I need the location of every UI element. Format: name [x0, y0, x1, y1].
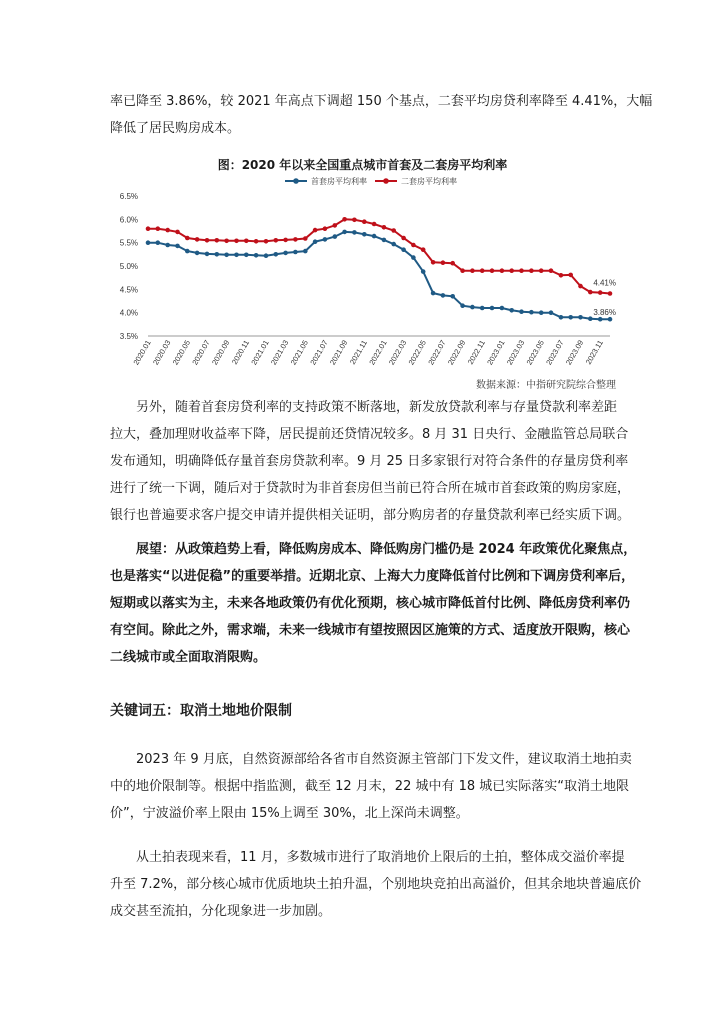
y-tick-label: 6.5% [119, 192, 138, 201]
data-point [234, 239, 239, 244]
data-point [352, 218, 357, 223]
data-point [480, 268, 485, 273]
data-point [283, 238, 288, 243]
x-tick-label: 2020.09 [210, 338, 232, 367]
data-point [490, 306, 495, 311]
data-point [382, 238, 387, 243]
data-point [156, 226, 161, 231]
data-point [175, 230, 180, 235]
legend-swatch-marker [383, 178, 389, 184]
data-point [313, 239, 318, 244]
text-line: 有空间。除此之外，需求端，未来一线城市有望按照因区施策的方式、适度放开限购，核心 [110, 623, 631, 638]
data-point [549, 268, 554, 273]
x-tick-label: 2022.01 [367, 338, 389, 367]
x-tick-label: 2021.11 [347, 338, 369, 367]
data-point [372, 234, 377, 239]
y-tick-label: 5.5% [119, 238, 138, 248]
data-point [165, 228, 170, 233]
series-group [146, 217, 613, 322]
intro-paragraph [110, 88, 653, 142]
data-point [224, 239, 229, 244]
data-point [333, 234, 338, 239]
x-tick-label: 2023.09 [563, 338, 586, 367]
y-tick-label: 4.5% [119, 285, 138, 295]
data-point [342, 217, 347, 222]
chart-legend [285, 176, 457, 186]
x-tick-label: 2022.03 [386, 338, 409, 367]
data-point [313, 228, 318, 233]
data-point [441, 293, 446, 298]
data-point [146, 240, 151, 245]
x-tick-label: 2021.03 [268, 338, 291, 367]
paragraph-outlook [110, 536, 637, 671]
data-point [441, 260, 446, 265]
x-tick-label: 2022.07 [426, 338, 448, 367]
data-point [421, 247, 426, 252]
data-point [608, 291, 613, 296]
data-point [342, 230, 347, 235]
data-point [274, 238, 279, 243]
data-point [264, 239, 269, 244]
data-point [578, 315, 583, 320]
x-tick-label: 2020.03 [151, 338, 173, 367]
text-line: 二线城市或全面取消限购。 [110, 650, 267, 665]
data-point [244, 239, 249, 244]
data-point [362, 219, 367, 224]
data-point [293, 237, 298, 242]
data-point [323, 237, 328, 242]
x-tick-label: 2023.11 [583, 338, 605, 367]
data-point [303, 236, 308, 241]
text-line: 从土拍表现来看，11 月，多数城市进行了取消地价上限后的土拍，整体成交溢价率提 [136, 850, 625, 865]
y-axis [120, 192, 138, 341]
data-point [156, 240, 161, 245]
x-tick-label: 2023.01 [485, 338, 507, 367]
data-point [608, 317, 613, 322]
text-line: 价”，宁波溢价率上限由 15%上调至 30%，北上深尚未调整。 [110, 806, 469, 821]
paragraph-land-price [110, 746, 632, 827]
data-point [224, 253, 229, 258]
data-point [283, 251, 288, 256]
data-point [215, 252, 220, 257]
data-point [215, 238, 220, 243]
data-point [254, 239, 259, 244]
x-tick-label: 2020.01 [131, 338, 153, 367]
data-point [185, 249, 190, 254]
x-tick-label: 2021.01 [249, 338, 271, 367]
data-point [509, 268, 514, 273]
x-tick-label: 2023.07 [544, 338, 566, 367]
data-point [470, 305, 475, 310]
data-point [411, 255, 416, 260]
x-tick-label: 2021.05 [288, 338, 311, 367]
data-point [274, 252, 279, 257]
text-line: 银行也普遍要求客户提交申请并提供相关证明，部分购房者的存量贷款利率已经实质下调。 [110, 508, 631, 523]
data-point [195, 251, 200, 256]
data-point [460, 303, 465, 308]
data-point [195, 237, 200, 242]
legend-swatch-marker [293, 178, 299, 184]
section-heading: 关键词五：取消土地地价限制 [110, 703, 292, 719]
data-point [421, 269, 426, 274]
data-point [205, 238, 210, 243]
data-point [450, 261, 455, 266]
data-point [401, 247, 406, 252]
data-point [509, 308, 514, 313]
data-point [539, 310, 544, 315]
series-line [148, 219, 610, 293]
data-point [559, 273, 564, 278]
text-line: 短期或以落实为主，未来各地政策仍有优化预期，核心城市降低首付比例、降低房贷利率仍 [110, 596, 631, 611]
text-line: 发布通知，明确降低存量首套房贷款利率。9 月 25 日多家银行对符合条件的存量房贷利率 [110, 454, 629, 469]
text-line: 升至 7.2%，部分核心城市优质地块土拍升温，个别地块竞拍出高溢价，但其余地块普遍底价 [110, 877, 642, 892]
text-line: 进行了统一下调，随后对于贷款时为非首套房但当前已符合所在城市首套政策的购房家庭， [110, 481, 631, 496]
data-point [500, 306, 505, 311]
figure-title: 图：2020 年以来全国重点城市首套及二套房平均利率 [217, 158, 508, 172]
data-point [382, 225, 387, 230]
data-point [352, 230, 357, 235]
data-point [490, 268, 495, 273]
data-point [293, 250, 298, 255]
data-point [234, 253, 239, 258]
x-tick-label: 2021.07 [308, 338, 330, 367]
text-line: 也是落实“以进促稳”的重要举措。近期北京、上海大力度降低首付比例和下调房贷利率后， [110, 569, 635, 584]
data-point [244, 253, 249, 258]
x-axis [131, 336, 610, 366]
data-point [450, 294, 455, 299]
text-line: 中的地价限制等。根据中指监测，截至 12 月末，22 城中有 18 城已实际落实“取消土地限 [110, 779, 630, 794]
text-line: 率已降至 3.86%，较 2021 年高点下调超 150 个基点，二套平均房贷利率降至 4.41%，大幅 [110, 94, 653, 109]
data-point [362, 232, 367, 237]
data-point [264, 253, 269, 258]
data-point [401, 236, 406, 241]
data-point [598, 317, 603, 322]
data-point [391, 228, 396, 233]
data-point [185, 236, 190, 241]
text-line: 另外，随着首套房贷利率的支持政策不断落地，新发放贷款利率与存量贷款利率差距 [136, 400, 618, 415]
paragraph-land-auction [110, 844, 642, 925]
series-line [148, 232, 610, 319]
x-tick-label: 2020.11 [229, 338, 252, 367]
data-point [549, 310, 554, 315]
data-point [391, 242, 396, 247]
y-tick-label: 6.0% [119, 215, 138, 225]
x-tick-label: 2022.09 [445, 338, 468, 367]
end-value-label: 3.86% [593, 308, 616, 318]
data-point [372, 222, 377, 227]
x-tick-label: 2023.03 [504, 338, 527, 367]
data-point [588, 316, 593, 321]
data-point [254, 253, 259, 258]
x-tick-label: 2022.11 [465, 338, 487, 367]
data-point [333, 223, 338, 228]
legend-label: 二套房平均利率 [401, 177, 457, 186]
paragraph-prepayment [110, 394, 631, 529]
text-line: 拉大，叠加理财收益率下降，居民提前还贷情况较多。8 月 31 日央行、金融监管总局联合 [110, 427, 629, 442]
data-point [519, 309, 524, 314]
data-point [588, 290, 593, 295]
text-line: 降低了居民购房成本。 [110, 121, 241, 136]
data-point [529, 268, 534, 273]
data-point [539, 268, 544, 273]
data-point [146, 226, 151, 231]
data-point [431, 260, 436, 265]
data-point [480, 306, 485, 311]
y-tick-label: 5.0% [119, 262, 138, 271]
text-line: 2023 年 9 月底，自然资源部给各省市自然资源主管部门下发文件，建议取消土地拍卖 [136, 752, 632, 767]
y-tick-label: 4.0% [119, 308, 138, 318]
data-point [303, 249, 308, 254]
data-point [568, 315, 573, 320]
data-point [165, 243, 170, 248]
x-tick-label: 2020.05 [170, 338, 193, 367]
data-point [411, 243, 416, 248]
data-point [578, 284, 583, 289]
data-point [460, 268, 465, 273]
data-point [598, 290, 603, 295]
end-value-label: 4.41% [593, 278, 616, 288]
x-tick-label: 2022.05 [406, 338, 428, 367]
data-point [431, 291, 436, 296]
data-point [529, 310, 534, 315]
annotation-group [593, 279, 616, 318]
figure-source: 数据来源：中指研究院综合整理 [476, 380, 616, 391]
text-line: 成交甚至流拍，分化现象进一步加剧。 [110, 904, 332, 919]
y-tick-label: 3.5% [119, 332, 138, 341]
data-point [559, 315, 564, 320]
x-tick-label: 2023.05 [524, 338, 546, 367]
data-point [323, 226, 328, 231]
x-tick-label: 2021.09 [327, 338, 350, 367]
data-point [568, 273, 573, 278]
data-point [205, 252, 210, 257]
legend-label: 首套房平均利率 [311, 177, 367, 186]
data-point [470, 268, 475, 273]
data-point [500, 268, 505, 273]
text-line: 展望：从政策趋势上看，降低购房成本、降低购房门槛仍是 2024 年政策优化聚焦点， [136, 542, 637, 557]
data-point [175, 244, 180, 249]
x-tick-label: 2020.07 [190, 338, 212, 367]
data-point [519, 268, 524, 273]
